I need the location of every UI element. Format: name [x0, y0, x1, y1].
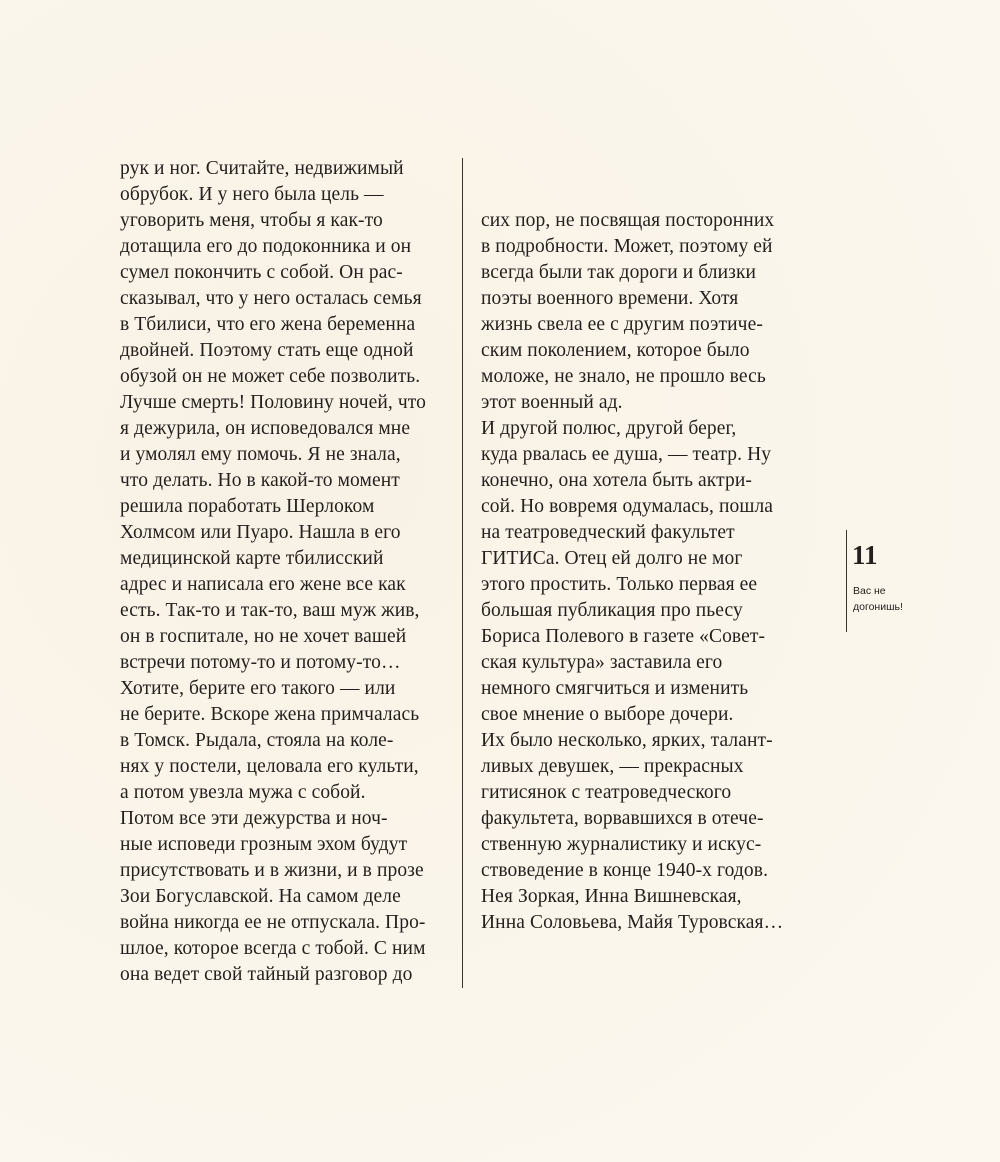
- text-line: и умолял ему помочь. Я не знала,: [120, 444, 401, 465]
- text-line: в Томск. Рыдала, стояла на коле-: [120, 730, 394, 751]
- text-line: Нея Зоркая, Инна Вишневская,: [481, 886, 742, 907]
- text-line: обрубок. И у него была цель —: [120, 184, 384, 205]
- text-line: Лучше смерть! Половину ночей, что: [120, 392, 426, 413]
- text-line: немного смягчиться и изменить: [481, 678, 749, 699]
- text-line: встречи потому-то и потому-то…: [120, 652, 401, 673]
- text-line: сих пор, не посвящая посторонних: [481, 210, 775, 231]
- text-line: он в госпитале, но не хочет вашей: [120, 626, 407, 647]
- text-line: рук и ног. Считайте, недвижимый: [120, 158, 404, 179]
- page-number: 11: [852, 540, 878, 570]
- chapter-title-line: Вас не: [853, 585, 886, 597]
- text-line: И другой полюс, другой берег,: [481, 418, 737, 439]
- text-line: Холмсом или Пуаро. Нашла в его: [120, 522, 401, 543]
- text-line: большая публикация про пьесу: [481, 600, 743, 621]
- text-line: моложе, не знало, не прошло весь: [481, 366, 766, 387]
- text-line: не берите. Вскоре жена примчалась: [120, 704, 420, 725]
- text-line: присутствовать и в жизни, и в прозе: [120, 860, 424, 881]
- running-chapter-title: [853, 583, 953, 615]
- text-line: Бориса Полевого в газете «Совет-: [481, 626, 766, 647]
- text-line: этого простить. Только первая ее: [481, 574, 758, 595]
- text-line: война никогда ее не отпускала. Про-: [120, 912, 426, 933]
- text-line: уговорить меня, чтобы я как-то: [120, 210, 383, 231]
- text-column-right: [481, 208, 826, 936]
- text-line: двойней. Поэтому стать еще одной: [120, 340, 414, 361]
- text-line: ливых девушек, — прекрасных: [481, 756, 744, 777]
- text-line: есть. Так-то и так-то, ваш муж жив,: [120, 600, 420, 621]
- text-line: ствоведение в конце 1940-х годов.: [481, 860, 769, 881]
- text-line: обузой он не может себе позволить.: [120, 366, 421, 387]
- text-line: ским поколением, которое было: [481, 340, 750, 361]
- text-line: поэты военного времени. Хотя: [481, 288, 739, 309]
- page-marker-rule: [846, 530, 847, 632]
- text-line: я дежурила, он исповедовался мне: [120, 418, 411, 439]
- text-line: Зои Богуславской. На самом деле: [120, 886, 401, 907]
- text-line: ственную журналистику и искус-: [481, 834, 762, 855]
- text-line: Хотите, берите его такого — или: [120, 678, 396, 699]
- chapter-title-line: догонишь!: [853, 601, 903, 613]
- text-line: Их было несколько, ярких, талант-: [481, 730, 773, 751]
- text-line: а потом увезла мужа с собой.: [120, 782, 366, 803]
- text-line: сказывал, что у него осталась семья: [120, 288, 422, 309]
- column-divider: [462, 158, 463, 988]
- text-line: жизнь свела ее с другим поэтиче-: [481, 314, 763, 335]
- text-line: сой. Но вовремя одумалась, пошла: [481, 496, 774, 517]
- text-line: ные исповеди грозным эхом будут: [120, 834, 408, 855]
- text-line: шлое, которое всегда с тобой. С ним: [120, 938, 426, 959]
- text-line: факультета, ворвавшихся в отече-: [481, 808, 764, 829]
- text-line: Инна Соловьева, Майя Туровская…: [481, 912, 784, 933]
- text-line: в подробности. Может, поэтому ей: [481, 236, 773, 257]
- text-line: этот военный ад.: [481, 392, 623, 413]
- text-line: сумел покончить с собой. Он рас-: [120, 262, 403, 283]
- text-line: конечно, она хотела быть актри-: [481, 470, 752, 491]
- text-line: всегда были так дороги и близки: [481, 262, 757, 283]
- text-line: ская культура» заставила его: [481, 652, 723, 673]
- text-line: гитисянок с театроведческого: [481, 782, 732, 803]
- text-line: ГИТИСа. Отец ей долго не мог: [481, 548, 743, 569]
- text-line: она ведет свой тайный разговор до: [120, 964, 413, 985]
- text-line: в Тбилиси, что его жена беременна: [120, 314, 416, 335]
- text-line: что делать. Но в какой-то момент: [120, 470, 400, 491]
- text-line: свое мнение о выборе дочери.: [481, 704, 734, 725]
- text-line: адрес и написала его жене все как: [120, 574, 406, 595]
- text-line: нях у постели, целовала его культи,: [120, 756, 419, 777]
- text-line: Потом все эти дежурства и ноч-: [120, 808, 388, 829]
- text-line: на театроведческий факультет: [481, 522, 735, 543]
- text-line: решила поработать Шерлоком: [120, 496, 375, 517]
- text-line: куда рвалась ее душа, — театр. Ну: [481, 444, 772, 465]
- text-line: дотащила его до подоконника и он: [120, 236, 412, 257]
- text-line: медицинской карте тбилисский: [120, 548, 384, 569]
- text-column-left: [120, 156, 455, 988]
